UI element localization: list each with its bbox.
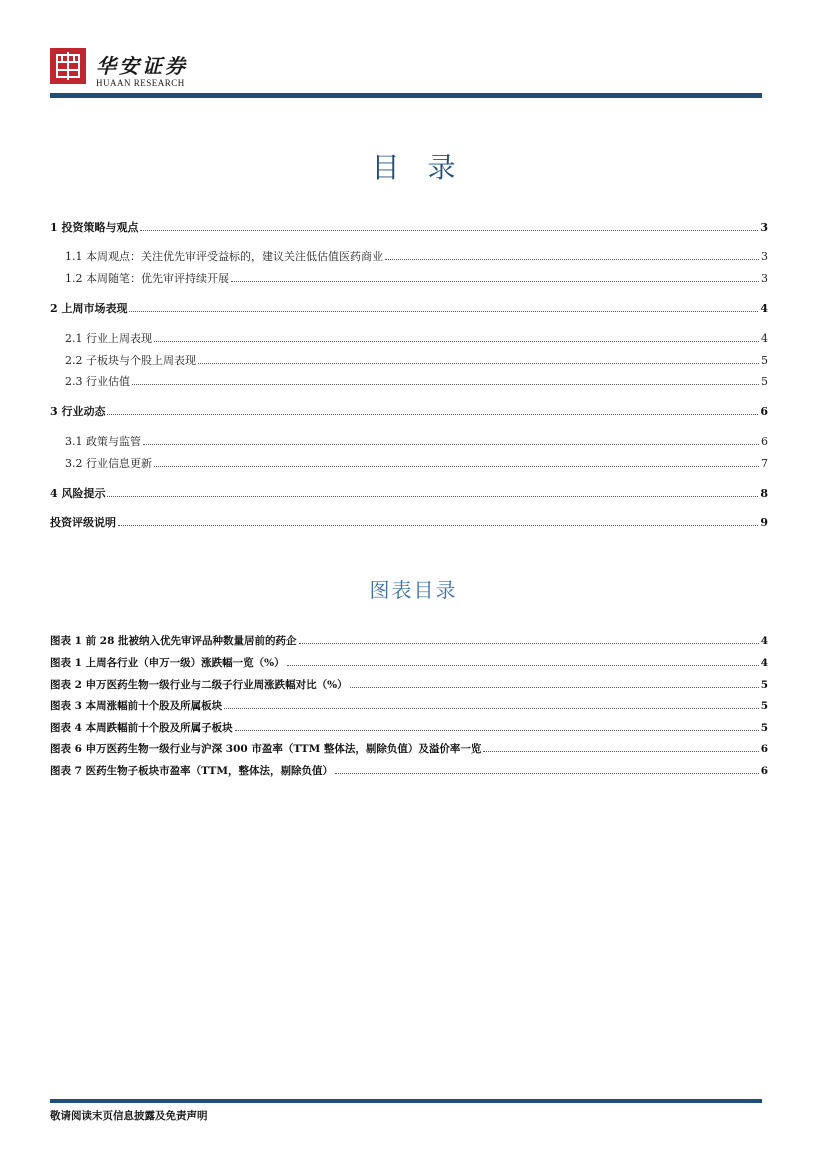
toc-entry-page: 5	[761, 375, 768, 388]
figure-entry-page: 5	[760, 700, 768, 712]
figure-entry[interactable]	[50, 678, 768, 692]
figure-entry-text: 图表 3 本周涨幅前十个股及所属板块	[50, 700, 223, 712]
figure-entry-text: 图表 2 申万医药生物一级行业与二级子行业周涨跌幅对比（%）	[50, 679, 348, 691]
figure-entry[interactable]	[50, 634, 768, 648]
figure-entry-page: 4	[760, 635, 768, 647]
figure-entry[interactable]	[50, 699, 768, 713]
figure-leader-dots	[224, 699, 759, 709]
brand-name-en: HUAAN RESEARCH	[96, 78, 185, 88]
toc-entry[interactable]	[65, 272, 768, 286]
toc-entry[interactable]	[65, 354, 768, 368]
toc-entry-text: 2.3 行业估值	[65, 375, 130, 388]
toc-leader-dots	[231, 272, 759, 282]
toc-entry-page: 4	[761, 332, 768, 345]
toc-entry-text: 3 行业动态	[50, 405, 106, 418]
figure-leader-dots	[299, 634, 759, 644]
toc-leader-dots	[129, 302, 758, 312]
figure-entry-page: 4	[760, 657, 768, 669]
figure-entry-text: 图表 4 本周跌幅前十个股及所属子板块	[50, 722, 233, 734]
toc-entry[interactable]	[50, 221, 768, 235]
header-divider	[50, 93, 762, 98]
toc-entry-page: 5	[761, 354, 768, 367]
toc-entry[interactable]	[65, 332, 768, 346]
figure-entry-text: 图表 1 上周各行业（申万一级）涨跌幅一览（%）	[50, 657, 285, 669]
huaan-logo-icon	[50, 48, 86, 84]
toc-entry[interactable]	[50, 487, 768, 501]
brand-name-cn: 华安证券	[96, 54, 188, 78]
figures-title: 图表目录	[369, 578, 458, 602]
toc-entry-text: 2.1 行业上周表现	[65, 332, 152, 345]
figure-entry[interactable]	[50, 656, 768, 670]
toc-leader-dots	[143, 435, 759, 445]
toc-entry[interactable]	[65, 250, 768, 264]
toc-entry-page: 4	[760, 302, 768, 315]
toc-leader-dots	[118, 516, 758, 526]
footer-divider	[50, 1099, 762, 1103]
toc-entry-page: 6	[760, 405, 768, 418]
toc-entry[interactable]	[65, 435, 768, 449]
toc-entry[interactable]	[50, 302, 768, 316]
toc-leader-dots	[198, 354, 759, 364]
figure-entry-text: 图表 6 申万医药生物一级行业与沪深 300 市盈率（TTM 整体法，剔除负值）及溢价率一览	[50, 743, 482, 755]
figure-leader-dots	[287, 656, 759, 666]
toc-entry-text: 2 上周市场表现	[50, 302, 128, 315]
toc-title: 目录	[371, 151, 484, 184]
toc-entry[interactable]	[65, 375, 768, 389]
toc-entry-text: 2.2 子板块与个股上周表现	[65, 354, 196, 367]
figure-entry-text: 图表 7 医药生物子板块市盈率（TTM，整体法，剔除负值）	[50, 765, 333, 777]
figure-leader-dots	[350, 678, 759, 688]
toc-leader-dots	[154, 332, 759, 342]
toc-entry-text: 投资评级说明	[50, 516, 116, 529]
figure-entry-page: 5	[760, 722, 768, 734]
figure-entry[interactable]	[50, 742, 768, 756]
figure-leader-dots	[235, 721, 759, 731]
toc-leader-dots	[154, 457, 759, 467]
toc-leader-dots	[132, 375, 759, 385]
figure-entry-page: 6	[760, 743, 768, 755]
toc-entry-text: 3.1 政策与监管	[65, 435, 141, 448]
toc-entry-text: 1.1 本周观点：关注优先审评受益标的，建议关注低估值医药商业	[65, 250, 383, 263]
toc-leader-dots	[140, 221, 758, 231]
figure-entry-page: 5	[760, 679, 768, 691]
figure-entry[interactable]	[50, 764, 768, 778]
toc-entry[interactable]	[65, 457, 768, 471]
toc-entry[interactable]	[50, 516, 768, 530]
toc-entry-page: 3	[760, 221, 768, 234]
toc-entry-page: 3	[761, 272, 768, 285]
toc-entry-page: 7	[761, 457, 768, 470]
toc-entry-page: 8	[760, 487, 768, 500]
toc-leader-dots	[385, 250, 759, 260]
figure-entry-page: 6	[760, 765, 768, 777]
toc-entry-page: 9	[760, 516, 768, 529]
toc-entry-text: 1 投资策略与观点	[50, 221, 139, 234]
toc-entry-text: 3.2 行业信息更新	[65, 457, 152, 470]
toc-leader-dots	[107, 405, 758, 415]
figure-entry[interactable]	[50, 721, 768, 735]
footer-disclaimer: 敬请阅读末页信息披露及免责声明	[50, 1110, 208, 1122]
toc-entry-page: 3	[761, 250, 768, 263]
toc-entry-page: 6	[761, 435, 768, 448]
toc-leader-dots	[107, 487, 758, 497]
toc-entry-text: 4 风险提示	[50, 487, 106, 500]
toc-entry-text: 1.2 本周随笔：优先审评持续开展	[65, 272, 229, 285]
figure-entry-text: 图表 1 前 28 批被纳入优先审评品种数量居前的药企	[50, 635, 297, 647]
figure-leader-dots	[335, 764, 759, 774]
page-header	[50, 48, 762, 100]
toc-entry[interactable]	[50, 405, 768, 419]
figure-leader-dots	[483, 742, 758, 752]
